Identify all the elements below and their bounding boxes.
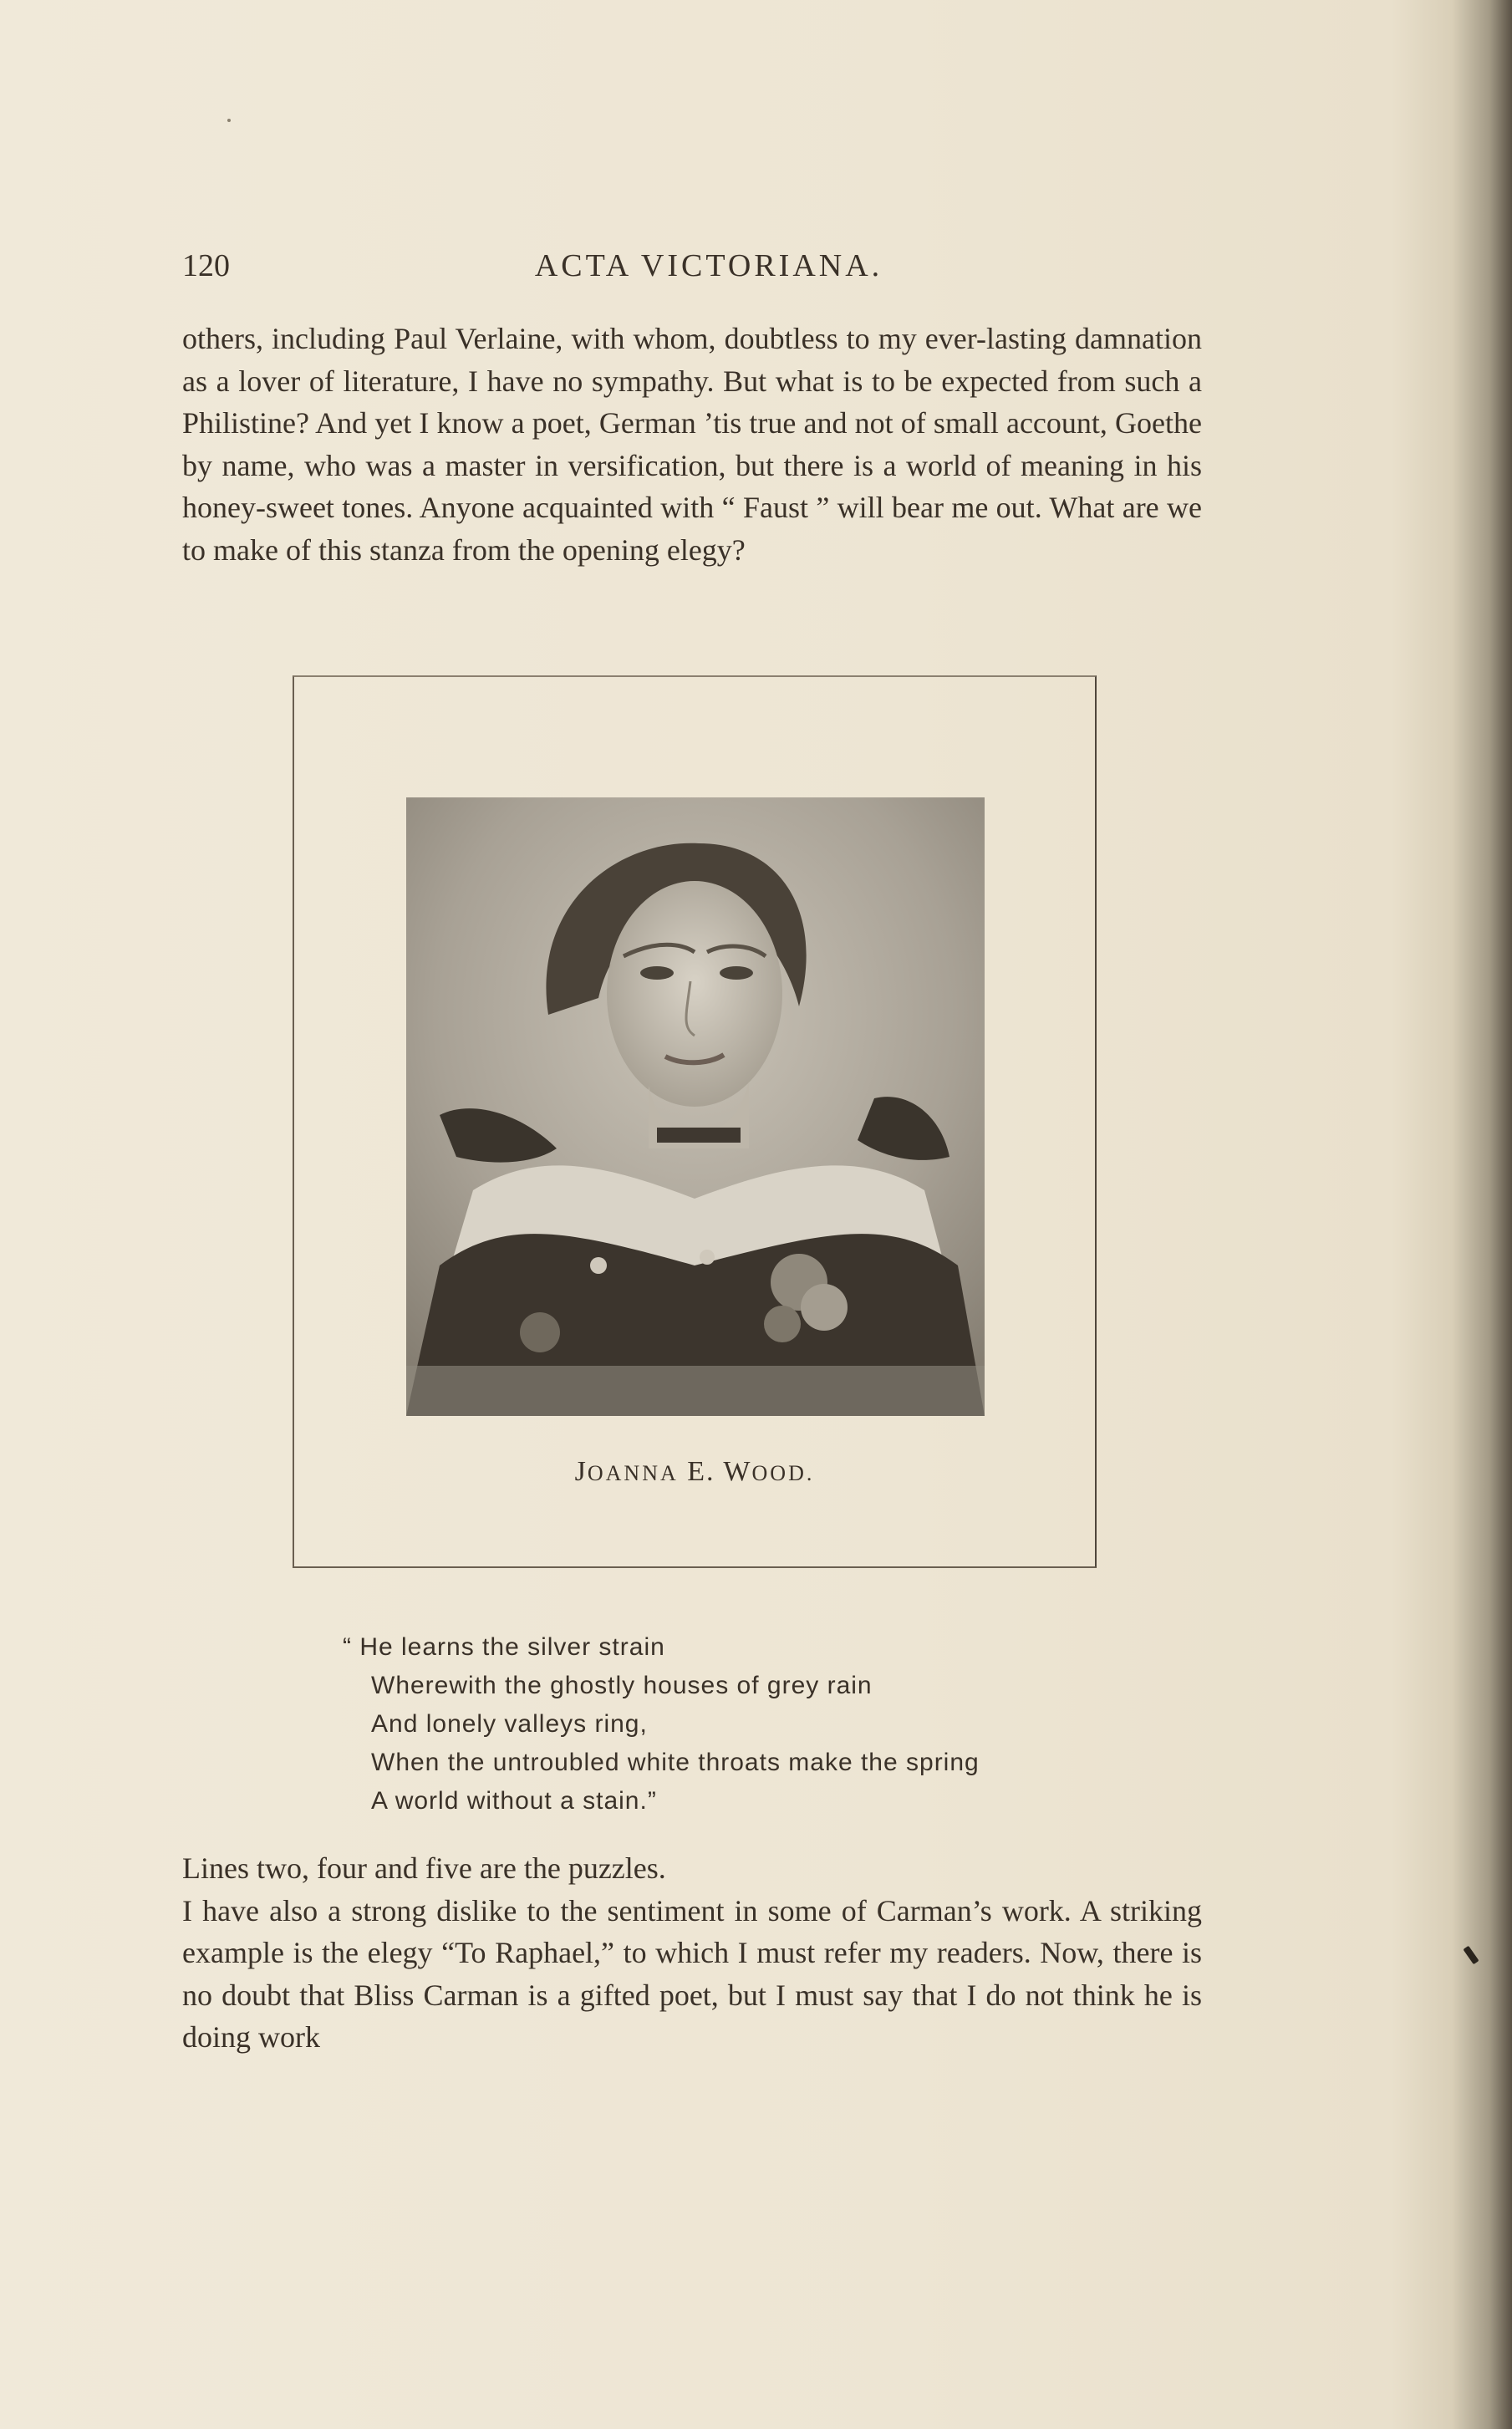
paragraph: I have also a strong dislike to the sentiment in some of Carman’s work. A striking example is the elegy “To Raphael,” to which I must refer my readers. Now, there is no doubt that Bliss Carman is a gifted poet, but I must say that I do not think he is doing work [182,1893,1202,2054]
caption-middle: E. [678,1456,724,1487]
verse-line: Wherewith the ghostly houses of grey rain [371,1672,873,1699]
paragraph: Lines two, four and five are the puzzles. [182,1851,666,1885]
verse-line: A world without a stain.” [371,1787,657,1815]
caption-first-rest: OANNA [587,1461,679,1485]
caption-last-initial: W [723,1456,752,1487]
portrait-caption [294,1456,1095,1488]
quoted-stanza [343,1628,1145,1820]
portrait-photograph [406,797,985,1416]
verse-line: “ He learns the silver strain [343,1633,665,1661]
verse-line: And lonely valleys ring, [371,1710,648,1738]
page-number: 120 [182,248,230,283]
caption-first-initial: J [574,1456,588,1487]
journal-title: ACTA VICTORIANA. [534,248,883,283]
body-text-top [182,318,1202,571]
portrait-image [406,797,985,1416]
portrait-plate [293,675,1097,1568]
ink-mark [1463,1946,1479,1965]
verse-line: When the untroubled white throats make the spring [371,1749,980,1776]
caption-last-rest: OOD. [751,1461,815,1485]
ink-speck [227,119,231,122]
running-head [182,247,1202,298]
body-text-bottom [182,1847,1202,2059]
paragraph: others, including Paul Verlaine, with whom, doubtless to my ever-lasting damnation as a lover of literature, I have no sympathy. But what is to be expected from such a Philistine? And yet I know a poet, German ’tis true and not of small account, Goethe by name, who was a master in versification, but there is a world of meaning in his honey-sweet tones. Anyone acquainted with “ Faust ” will bear me out. What are we to make of this stanza from the opening elegy? [182,322,1202,567]
